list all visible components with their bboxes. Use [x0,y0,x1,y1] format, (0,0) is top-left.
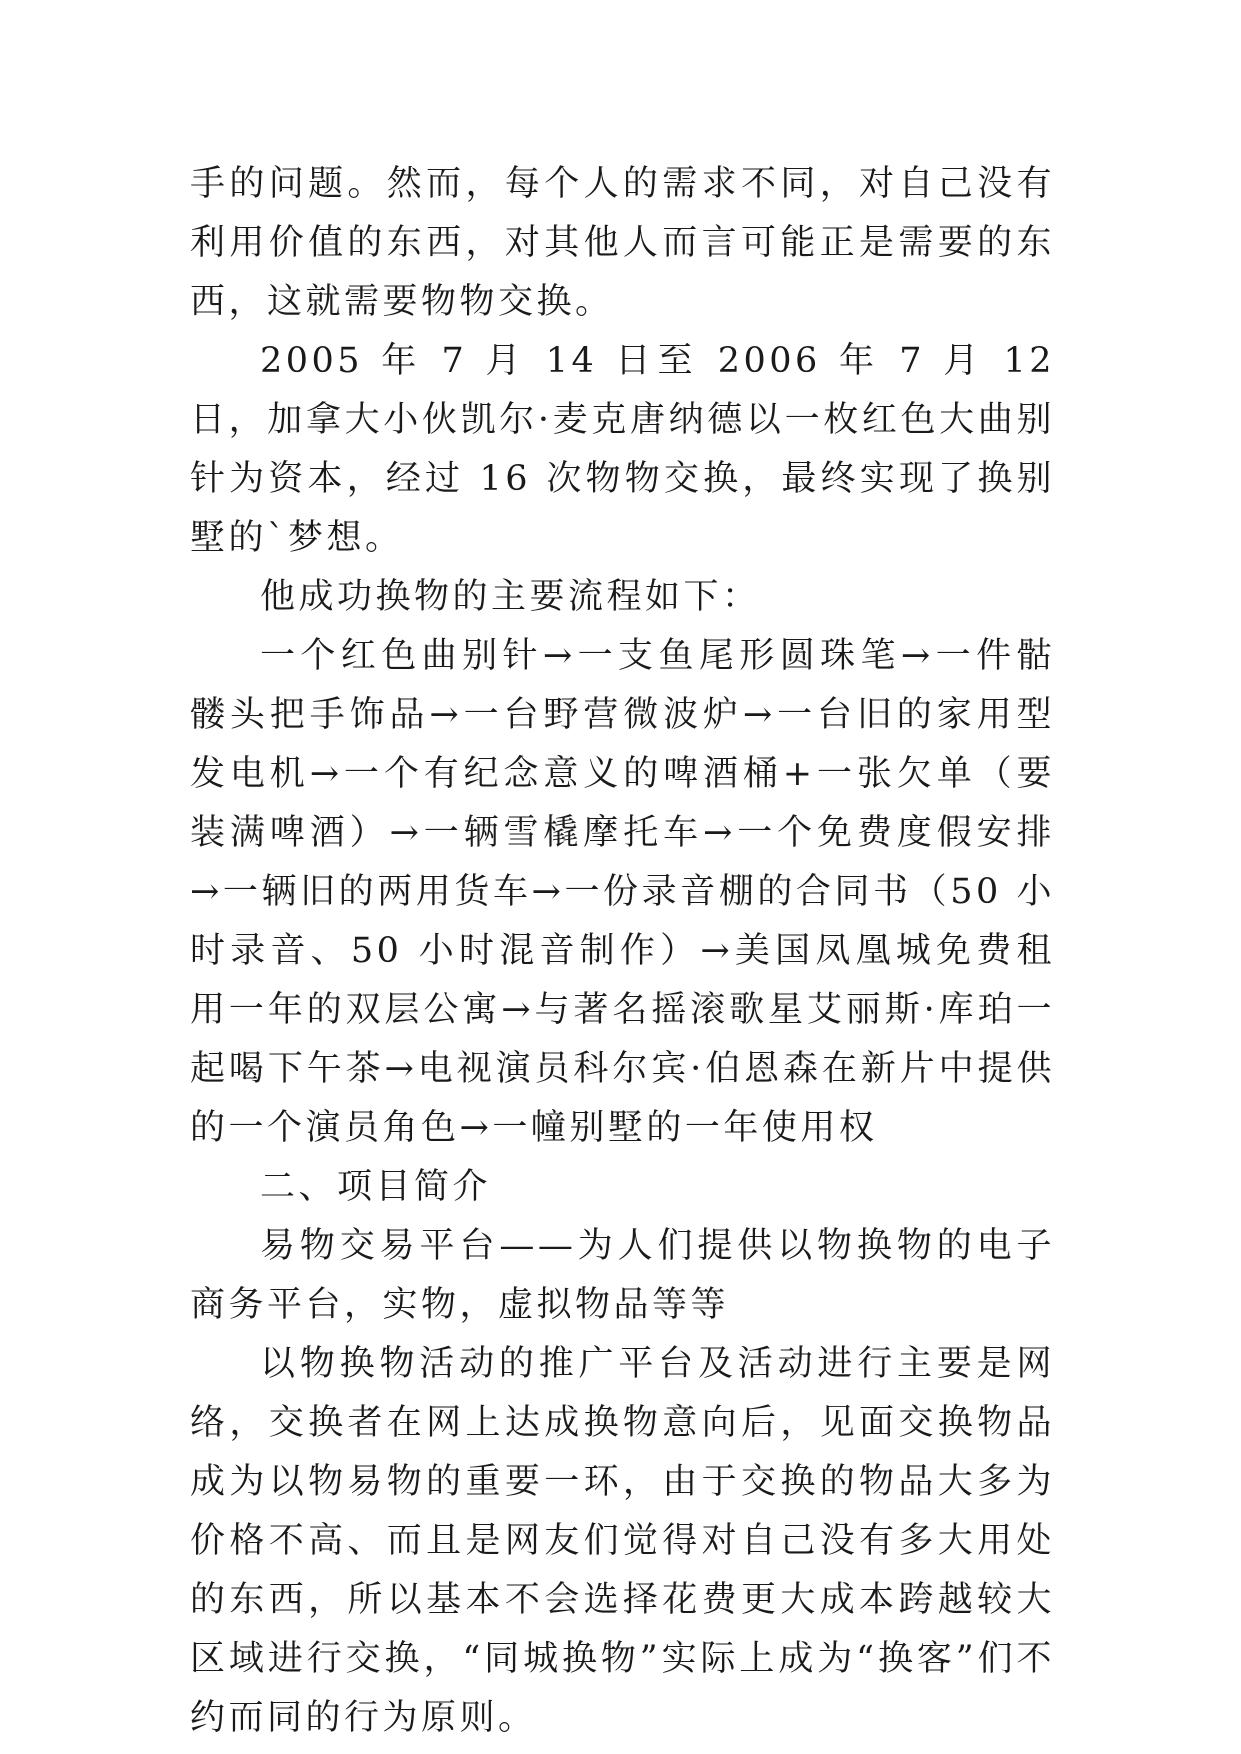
paragraph-kyle-story: 2005 年 7 月 14 日至 2006 年 7 月 12 日，加拿大小伙凯尔·麦克唐纳德以一枚红色大曲别针为资本，经过 16 次物物交换，最终实现了换别墅的`梦想。 [190,341,1055,558]
document-body [190,155,1055,1748]
section-heading-project-intro: 二、项目简介 [260,1167,492,1207]
paragraph-platform-description: 以物换物活动的推广平台及活动进行主要是网络，交换者在网上达成换物意向后，见面交换物品成为以物易物的重要一环，由于交换的物品大多为价格不高、而且是网友们觉得对自己没有多大用处的东西，所以基本不会选择花费更大成本跨越较大区域进行交换，“同城换物”实际上成为“换客”们不约而同的行为原则。 [190,1344,1055,1738]
paragraph-continuation: 手的问题。然而，每个人的需求不同，对自己没有利用价值的东西，对其他人而言可能正是需要的东西，这就需要物物交换。 [190,164,1055,322]
paragraph-process-intro: 他成功换物的主要流程如下： [260,577,761,617]
paragraph-exchange-chain: 一个红色曲别针→一支鱼尾形圆珠笔→一件骷髅头把手饰品→一台野营微波炉→一台旧的家用型发电机→一个有纪念意义的啤酒桶+一张欠单（要装满啤酒）→一辆雪橇摩托车→一个免费度假安排→一辆旧的两用货车→一份录音棚的合同书（50 小时录音、50 小时混音制作）→美国凤凰城免费租用一年的双层公寓→与著名摇滚歌星艾丽斯·库珀一起喝下午茶→电视演员科尔宾·伯恩森在新片中提供的一个演员角色→一幢别墅的一年使用权 [190,636,1055,1148]
paragraph-platform-definition: 易物交易平台——为人们提供以物换物的电子商务平台，实物，虚拟物品等等 [190,1226,1055,1325]
